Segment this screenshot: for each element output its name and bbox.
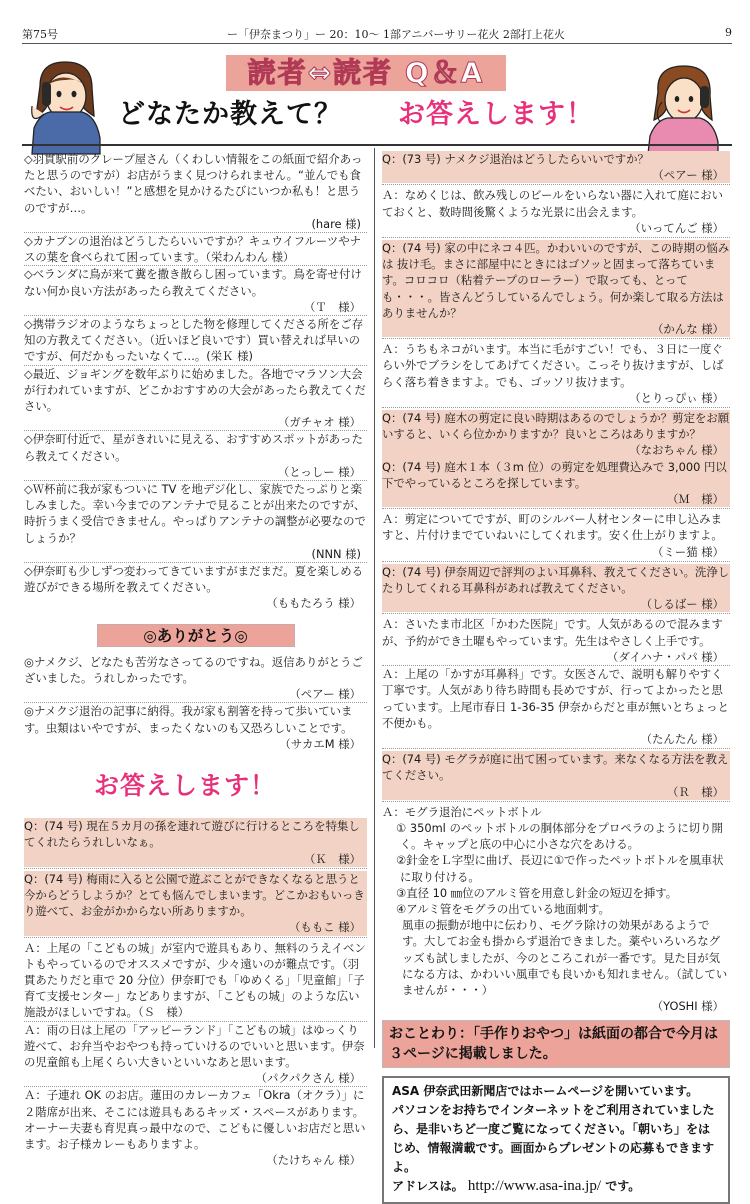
left-column <box>24 151 367 1168</box>
mole-name: （YOSHI 様） <box>651 999 724 1014</box>
column-divider <box>374 148 375 1048</box>
question-item: ◇Ｗ杯前に我が家もついに TV を地デジ化し、家族でたっぷりと楽しみました。幸い今までのアンテナで見ることが出来たのですが、時折うまく受信できません。やっぱりアンテナの調整が必要なのでしょうか？ (NNN 様) <box>24 481 367 563</box>
thanks-item: ◎ナメクジ、どなたも苦労なさってるのですね。返信ありがとうございました。うれしかったです。 （ペアー 様） <box>24 654 367 704</box>
answer-item: Ａ：さいたま市北区「かわた医院」です。人気があるので混みますが、予約ができ土曜もやっています。先生はやさしく上手です。 （ダイハナ・パパ 様） <box>382 616 730 666</box>
answer-item: Ａ：雨の日は上尾の「アッピーランド」「こどもの城」はゆっくり遊べて、お弁当やおやつも持っていけるのでいいと思います。伊奈の児童館も上尾くらい大きいといいなあと思います。 （パクパクさん 様） <box>24 1022 367 1088</box>
divider <box>382 748 730 749</box>
question-item: ◇携帯ラジオのようなちょっとした物を修理してくださる所をご存知の方教えてください。（近いほど良いです）買い替えれば早いのですが、何だかもったいなくて…。(栄Ｋ 様) <box>24 316 367 366</box>
answer-item: Ａ：子連れ OK のお店。蓮田のカレーカフェ「Okra（オクラ）」に２階席が出来、そこには遊具もあるキッズ・スペースがあります。オーナー夫妻も育児真っ最中なので、こどもに優しいお店だと思います。お子様カレーもありますよ。 （たけちゃん 様） <box>24 1088 366 1168</box>
mole-body: 風車の振動が地中に伝わり、モグラ除けの効果があるようです。大してお金も掛からず退治できました。薬やいろいろなグッズも試しましたが、今のところこれが一番です。見た目が気になる方は、かわいい風車でも良いかも知れません。（試していませんが・・・） <box>402 918 728 997</box>
question-item: Q：(74 号) モグラが庭に出て困っています。来なくなる方法を教えてください。 （Ｒ 様） <box>382 752 729 799</box>
issue-number: 第75号 <box>22 28 58 41</box>
homepage-box <box>382 1076 730 1204</box>
mole-intro: Ａ：モグラ退治にペットボトル <box>382 804 542 819</box>
question-item: ◇カナブンの退治はどうしたらいいですか？キュウイフルーツやナスの葉を食べられて困っています。（栄わんわん 様） <box>24 233 367 266</box>
page-header <box>22 26 732 44</box>
answers-heading: お答えします！ <box>94 770 277 800</box>
thanks-heading: ◎ありがとう◎ <box>97 624 295 647</box>
page-number: 9 <box>725 26 732 39</box>
mole-step: ③直径 10 ㎜位のアルミ管を用意し針金の短辺を挿す。 <box>396 885 678 900</box>
question-item: ◇伊奈町付近で、星がきれいに見える、おすすめスポットがあったら教えてください。 （とっしー 様） <box>24 431 367 481</box>
question-item: Q：(74 号) 伊奈周辺で評判のよい耳鼻科、教えてください。洗浄したりしてくれる耳鼻科があれば教えてください。 （しるばー 様） <box>382 564 730 612</box>
answer-item: Ａ：なめくじは、飲み残しのビールをいらない器に入れて庭においておくと、数時間後驚くような光景に出会えます。 （いってんご 様） <box>382 188 724 235</box>
divider <box>24 868 367 869</box>
question-item: ◇最近、ジョギングを数年ぶりに始めました。各地でマラソン大会が行われていますが、どこかおすすめの大会があったら教えてください。 （ガチャオ 様） <box>24 366 367 432</box>
question-item: ◇ベランダに鳥が来て糞を撒き散らし困っています。鳥を寄せ付けない何か良い方法があったら教えてください。 （Ｔ 様） <box>24 266 367 316</box>
question-item: Q：(73 号) ナメクジ退治はどうしたらいいですか？ （ペアー 様） <box>382 151 730 183</box>
answer-item: Ａ：うちもネコがいます。本当に毛がすごい！でも、３日に一度ぐらい外でブラシをしてあげてください。こっそり抜けますが、しばらく落ち着きますよ。でも、ゴッソリ抜けます。 （とりっぴぃ 様） <box>382 342 724 405</box>
mole-answer <box>382 804 730 1015</box>
mole-step: ① 350ml のペットボトルの胴体部分をプロペラのように切り開く。キャップと底の中心に小さな穴をあける。 <box>396 820 723 852</box>
question-item: Q：(74 号) 梅雨に入ると公園で遊ぶことができなくなると思うと今からどうしようか？とても悩んでしまいます。どこかおもいっきり遊べて、お金がかからない所ありますか。 （ももこ 様） <box>24 871 367 936</box>
homepage-line1: ASA 伊奈武田新聞店ではホームページを開いています。 <box>392 1084 699 1099</box>
divider <box>382 508 730 509</box>
divider <box>382 801 730 802</box>
mole-step: ②針金をＬ字型に曲げ、長辺に①で作ったペットボトルを風車状に取り付ける。 <box>396 853 724 884</box>
qa-title: 読者⇔読者 Q＆A <box>226 55 506 91</box>
answer-item: Ａ：剪定についてですが、町のシルバー人材センターに申し込みますと、片付けまでていねいにしてくれます。安く仕上がりますよ。 （ミー猫 様） <box>382 512 724 559</box>
right-column <box>382 151 730 1204</box>
question-item: ◇羽貫駅前のクレープ屋さん（くわしい情報をこの紙面で紹介あったと思うのですが）お店がうまく見つけられません。“並んでも食べたい、おいしい！”と感想を見かけるたびにいつか私も！と思うのですが…。 (hare 様) <box>24 151 367 233</box>
divider <box>382 237 730 238</box>
answer-heading: お答えします！ <box>398 99 594 130</box>
ask-heading: どなたか教えて？ <box>118 99 342 130</box>
divider <box>382 184 730 185</box>
divider <box>382 338 730 339</box>
question-item: Q：(74 号) 現在５カ月の孫を連れて遊びに行けるところを特集してくれたらうれしいなぁ。 （Ｋ 様） <box>24 818 367 867</box>
homepage-line2: パソコンをお持ちでインターネットをご利用されていましたら、是非いちど一度ご覧になってください。「朝いち」をはじめ、情報満載です。画面からプレゼントの応募もできますよ。 <box>392 1103 715 1175</box>
mole-step: ④アルミ管をモグラの出ている地面刺す。 <box>396 901 610 916</box>
question-item: Q：(74 号) 庭木１本（３m 位）の剪定を処理費込みで 3,000 円以下でやっているところを探しています。 （Ｍ 様） <box>382 459 730 508</box>
woman-phone-left-illustration <box>20 56 115 154</box>
answer-item: Ａ：上尾の「かすが耳鼻科」です。女医さんで、説明も解りやすく丁寧です。人気があり待ち時間も長めですが、行ってよかったと思っています。上尾市春日 1-36-35 伊奈からだと車が無いとちょっと不便かも。 （たんたん 様） <box>382 667 729 746</box>
homepage-address: アドレスは。 http://www.asa-ina.jp/ です。 <box>392 1178 641 1195</box>
homepage-url[interactable]: http://www.asa-ina.jp/ <box>467 1178 601 1195</box>
answer-item: Ａ：上尾の「こどもの城」が室内で遊具もあり、無料のうえイベントもやっているのでオススメですが、少々遠いのが難点です。（羽貫あたりだと車で 20 分位）伊奈町でも「ゆめくる」「児童館」「子育て支援センター」などありますが、「こどもの城」のような広い施設がほしいですね。（Ｓ 様） <box>24 940 367 1022</box>
divider <box>382 613 730 614</box>
woman-phone-right-illustration <box>640 62 728 154</box>
event-line: ー「伊奈まつり」ー 20：10～ 1部アニバーサリー花火 2部打上花火 <box>227 28 565 41</box>
divider <box>382 407 730 408</box>
header-rule <box>22 43 732 44</box>
divider <box>24 937 367 938</box>
question-item: ◇伊奈町も少しずつ変わってきていますがまだまだ。夏を楽しめる遊びができる場所を教えてください。 （ももたろう 様） <box>24 564 363 611</box>
title-rule <box>22 144 732 146</box>
question-item: Q：(74 号) 家の中にネコ４匹。かわいいのですが、この時期の悩みは 抜け毛。まさに部屋中にときにはゴソッと固まって落ちています。コロコロ（粘着テープのローラー）で取っても、とっても・・・。皆さんどうしているんでしょう。何か楽して取る方法はありませんか？ （かんな 様） <box>382 241 730 337</box>
divider <box>382 561 730 562</box>
notice-box: おことわり：「手作りおやつ」は紙面の都合で今月は３ページに掲載しました。 <box>382 1020 730 1068</box>
thanks-item: ◎ナメクジ退治の記事に納得。我が家も割箸を持って歩いています。虫類はいやですが、まったくないのも又恐ろしいことです。 （サカエM 様） <box>24 704 361 751</box>
question-item: Q：(74 号) 庭木の剪定に良い時期はあるのでしょうか？剪定をお願いすると、いくら位かかりますか？良いところはありますか？ （なおちゃん 様） <box>382 411 730 458</box>
